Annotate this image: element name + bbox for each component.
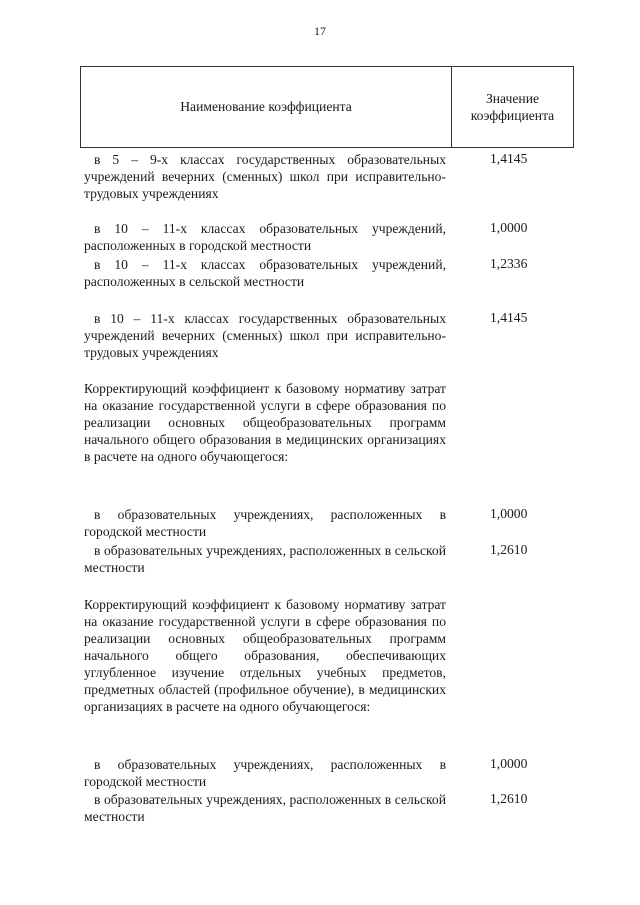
coefficient-value: 1,0000 xyxy=(490,756,528,771)
coefficient-value: 1,4145 xyxy=(490,151,528,166)
coefficient-name: в 10 – 11-х классах образовательных учреждений, расположенных в сельской местности xyxy=(84,257,446,289)
coefficient-name: в образовательных учреждениях, расположенных в городской местности xyxy=(84,507,446,539)
coefficient-name: Корректирующий коэффициент к базовому нормативу затрат на оказание государственной услуги в сфере образования по реализации основных общеобразовательных программ начального общего образования, обеспечивающих углубленное изучение отдельных учебных предметов, предметных областей (профильное обучение), в медицинских организациях в расчете на одного обучающегося: xyxy=(84,597,446,714)
table-header xyxy=(80,66,574,148)
header-value-line1: Значение xyxy=(485,91,539,106)
coefficient-value: 1,4145 xyxy=(490,310,528,325)
header-name-cell: Наименование коэффициента xyxy=(180,99,352,114)
coefficient-value: 1,0000 xyxy=(490,220,528,235)
header-value-cell xyxy=(452,67,573,147)
coefficient-value: 1,0000 xyxy=(490,506,528,521)
coefficient-name: в 10 – 11-х классах образовательных учреждений, расположенных в городской местности xyxy=(84,221,446,253)
header-value-line2: коэффициента xyxy=(470,108,555,123)
coefficient-value: 1,2610 xyxy=(490,542,528,557)
coefficient-name: в образовательных учреждениях, расположенных в городской местности xyxy=(84,757,446,789)
coefficient-name: Корректирующий коэффициент к базовому нормативу затрат на оказание государственной услуги в сфере образования по реализации основных общеобразовательных программ начального общего образования в медицинских организациях в расчете на одного обучающегося: xyxy=(84,381,446,464)
coefficient-name: в 10 – 11-х классах государственных образовательных учреждений вечерних (сменных) школ при исправительно-трудовых учреждениях xyxy=(84,311,446,360)
coefficient-value: 1,2336 xyxy=(490,256,528,271)
coefficient-name: в образовательных учреждениях, расположенных в сельской местности xyxy=(84,543,446,575)
coefficient-name: в 5 – 9-х классах государственных образовательных учреждений вечерних (сменных) школ при исправительно-трудовых учреждениях xyxy=(84,152,446,201)
page-number: 17 xyxy=(314,24,326,38)
coefficient-name: в образовательных учреждениях, расположенных в сельской местности xyxy=(84,792,446,824)
coefficient-value: 1,2610 xyxy=(490,791,528,806)
